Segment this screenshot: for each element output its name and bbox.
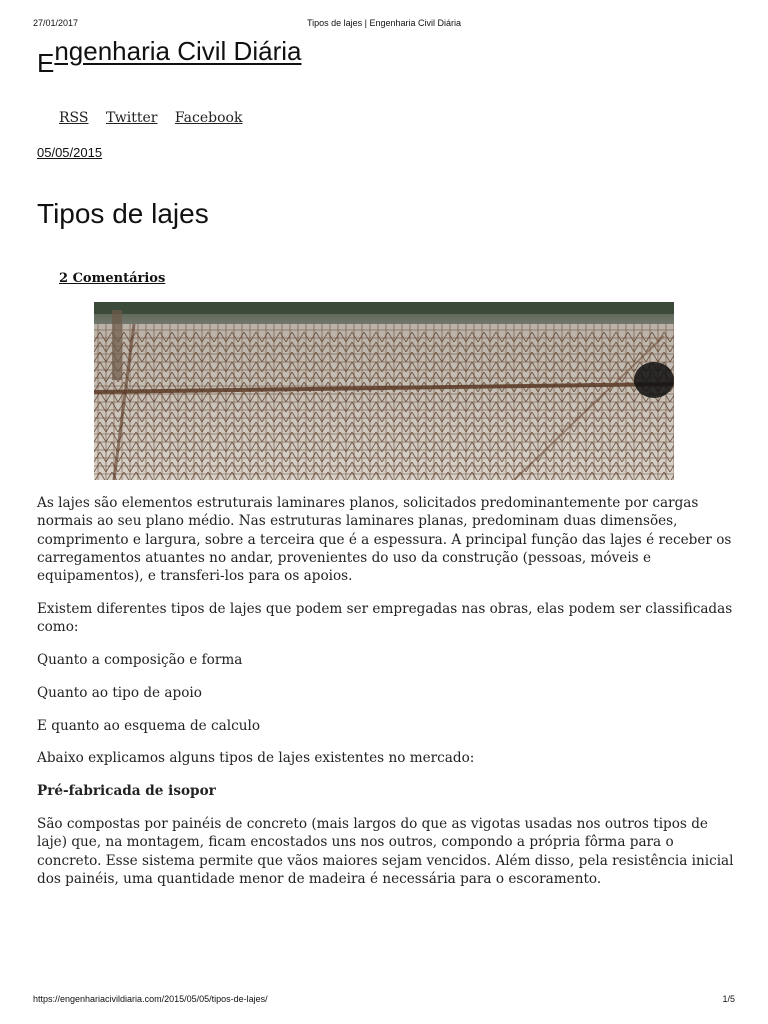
paragraph: Quanto a composição e forma: [37, 652, 243, 669]
section-subheading: Pré-fabricada de isopor: [37, 783, 216, 800]
rss-link[interactable]: RSS: [59, 110, 89, 126]
site-title-rest: ngenharia Civil Diária: [54, 36, 302, 66]
print-page-title: Tipos de lajes | Engenharia Civil Diária: [306, 18, 462, 28]
post-date-link[interactable]: 05/05/2015: [37, 145, 103, 160]
site-title-link[interactable]: [37, 36, 302, 78]
paragraph: São compostas por painéis de concreto (mais largos do que as vigotas usadas nos outros tipos de laje) que, na montagem, ficam encostados uns nos outros, compondo a própria fôrma para o concreto. Esse sistema permite que vãos maiores sejam vencidos. Além disso, pela resistência inicial dos painéis, uma quantidade menor de madeira é necessária para o escoramento.: [37, 816, 734, 887]
post-title: Tipos de lajes: [37, 198, 209, 229]
slab-photo: [94, 302, 674, 480]
site-title-first-letter: E: [37, 48, 55, 78]
paragraph: As lajes são elementos estruturais laminares planos, solicitados predominantemente por cargas normais ao seu plano médio. Nas estruturas laminares planas, predominam duas dimensões, comprimento e largura, sobre a terceira que é a espessura. A principal função das lajes é receber os carregamentos atuantes no andar, provenientes do uso da construção (pessoas, móveis e equipamentos), e transferi-los para os apoios.: [37, 495, 732, 585]
slab-rebar-image: [94, 302, 674, 480]
print-footer: [33, 994, 735, 1006]
print-header: [33, 18, 735, 30]
twitter-link[interactable]: Twitter: [105, 110, 158, 126]
paragraph: Existem diferentes tipos de lajes que podem ser empregadas nas obras, elas podem ser classificadas como:: [37, 600, 733, 636]
print-url: https://engenhariacivildiaria.com/2015/05/05/tipos-de-lajes/: [33, 994, 268, 1004]
paragraph: Abaixo explicamos alguns tipos de lajes existentes no mercado:: [37, 750, 475, 767]
post-body: [37, 494, 737, 903]
paragraph: Quanto ao tipo de apoio: [37, 684, 202, 701]
print-page-number: 1/5: [722, 994, 735, 1004]
social-links: [59, 110, 255, 126]
paragraph: E quanto ao esquema de calculo: [37, 717, 261, 734]
print-date: 27/01/2017: [33, 18, 79, 28]
facebook-link[interactable]: Facebook: [174, 110, 243, 126]
comments-link[interactable]: 2 Comentários: [59, 271, 166, 286]
